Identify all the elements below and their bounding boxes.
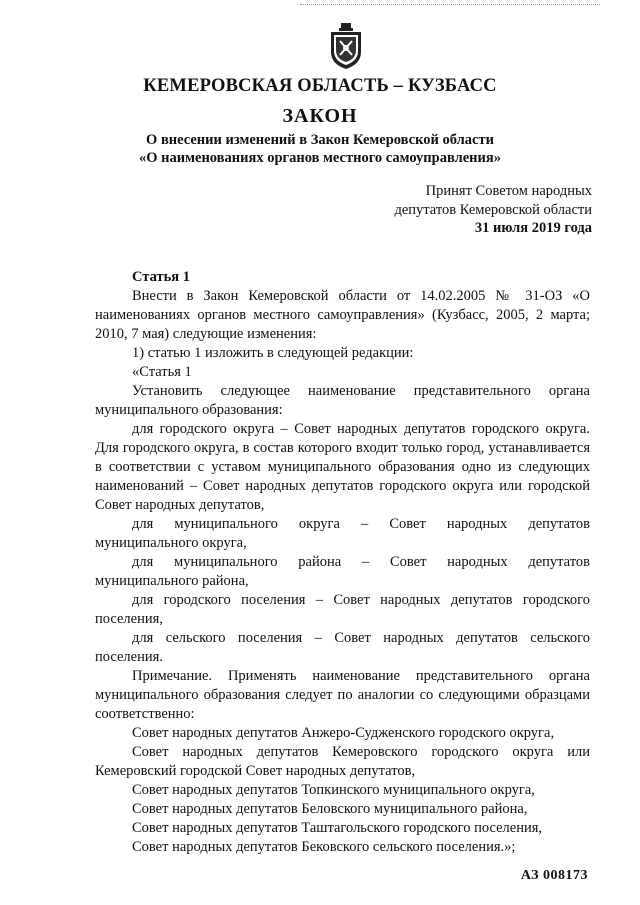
adoption-line2: депутатов Кемеровской области — [394, 202, 592, 218]
paragraph: Примечание. Применять наименование представительного органа муниципального образования следует по аналогии со следующими образцами соответственно: — [95, 668, 590, 722]
paragraph: для сельского поселения – Совет народных депутатов сельского поселения. — [95, 630, 590, 665]
paragraph: для муниципального района – Совет народных депутатов муниципального района, — [95, 554, 590, 589]
law-subtitle-line1: О внесении изменений в Закон Кемеровской области — [146, 132, 494, 148]
paragraph: для муниципального округа – Совет народных депутатов муниципального округа, — [95, 516, 590, 551]
document-serial-number: АЗ 008173 — [520, 868, 588, 883]
adoption-date: 31 июля 2019 года — [474, 220, 592, 236]
paragraph: Совет народных депутатов Кемеровского городского округа или Кемеровский городской Совет народных депутатов, — [95, 744, 590, 779]
paragraph: Совет народных депутатов Анжеро-Судженского городского округа, — [132, 725, 555, 741]
paragraph: Внести в Закон Кемеровской области от 14.02.2005 № 31-ОЗ «О наименованиях органов местного самоуправления» (Кузбасс, 2005, 2 марта; 2010, 7 мая) следующие изменения: — [95, 288, 590, 342]
paragraph: для городского поселения – Совет народных депутатов городского поселения, — [95, 592, 590, 627]
paragraph: 1) статью 1 изложить в следующей редакции: — [132, 345, 414, 361]
paragraph: Совет народных депутатов Беловского муниципального района, — [132, 801, 528, 817]
top-dotted-rule — [300, 4, 600, 5]
coat-of-arms-icon — [328, 22, 364, 70]
paragraph: «Статья 1 — [132, 364, 192, 380]
article-heading: Статья 1 — [132, 269, 190, 285]
law-subtitle-line2: «О наименованиях органов местного самоуправления» — [139, 150, 501, 166]
paragraph: для городского округа – Совет народных депутатов городского округа. Для городского округа, в состав которого входит только город, устанавливается в соответствии с уставом муниципального образования одно из следующих наименований – Совет народных депутатов городского округа или городской Совет народных депутатов, — [95, 421, 590, 513]
paragraph: Совет народных депутатов Бековского сельского поселения.»; — [132, 839, 516, 855]
paragraph: Установить следующее наименование представительного органа муниципального образования: — [95, 383, 590, 418]
region-title: КЕМЕРОВСКАЯ ОБЛАСТЬ – КУЗБАСС — [143, 76, 497, 96]
law-body — [95, 268, 590, 857]
law-title: ЗАКОН — [282, 105, 358, 127]
paragraph: Совет народных депутатов Топкинского муниципального округа, — [132, 782, 535, 798]
adoption-line1: Принят Советом народных — [425, 183, 592, 199]
paragraph: Совет народных депутатов Таштагольского городского поселения, — [132, 820, 543, 836]
